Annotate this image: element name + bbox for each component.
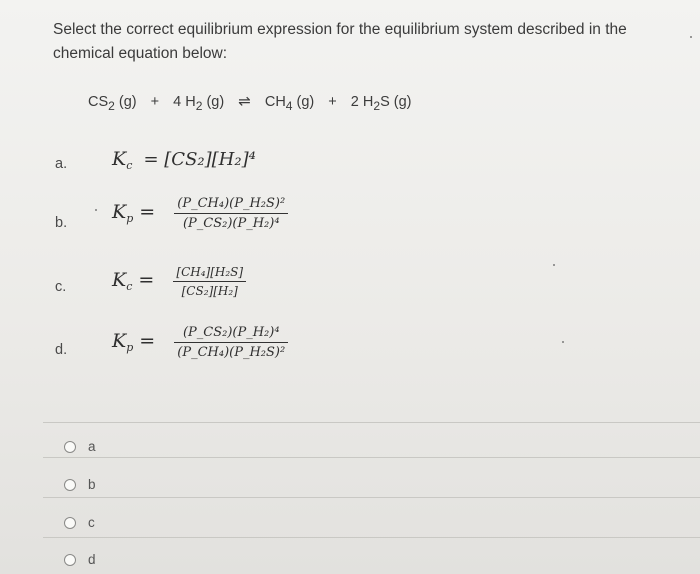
- speck: [95, 209, 97, 211]
- divider: [43, 537, 700, 538]
- reactant-cs2: $CS_2$ (g): [88, 94, 137, 113]
- choice-c-expression: $K_c$ = $\frac{\text{[CH₄][H₂S]}}{\text{[CS₂][H₂]}}$: [112, 265, 246, 298]
- choice-c-fraction: $\frac{\text{[CH₄][H₂S]}}{\text{[CS₂][H₂]}}$: [173, 265, 246, 298]
- option-c-label: c: [88, 515, 95, 530]
- reactant-h2: 4 $H_2$ (g): [173, 94, 225, 113]
- product-h2s: 2 $H_2S$ (g): [350, 94, 412, 113]
- equilibrium-arrow: ⇌: [238, 93, 251, 110]
- divider: [43, 497, 700, 498]
- option-b[interactable]: [64, 477, 96, 492]
- plus-sign: +: [150, 94, 160, 110]
- option-b-label: b: [88, 477, 96, 492]
- speck: [690, 36, 692, 38]
- product-ch4: $CH_4$ (g): [264, 94, 315, 113]
- choice-d-expression: $K_p$ = $\frac{\text{(P\_CS₂)(P\_H₂)⁴}}{\text{(P\_CH₄)(P\_H₂S)²}}$: [112, 325, 288, 360]
- radio-a[interactable]: [64, 441, 76, 453]
- question-prompt: Select the correct equilibrium expression for the equilibrium system described in the chemical equation below:: [53, 21, 627, 62]
- choice-b-label: b.: [55, 215, 68, 231]
- choice-b-fraction: $\frac{\text{(P\_CH₄)(P\_H₂S)²}}{\text{(P\_CS₂)(P\_H₂)⁴}}$: [174, 196, 288, 231]
- choice-d-label: d.: [55, 342, 68, 358]
- radio-d[interactable]: [64, 554, 76, 566]
- chemical-equation: [88, 92, 412, 113]
- divider: [43, 457, 700, 458]
- option-a-label: a: [88, 439, 96, 454]
- option-c[interactable]: [64, 515, 95, 530]
- option-a[interactable]: [64, 439, 96, 454]
- choice-a-label: a.: [55, 156, 68, 172]
- plus-sign: +: [328, 94, 337, 110]
- option-d[interactable]: [64, 552, 96, 567]
- speck: [562, 341, 564, 343]
- choice-d-fraction: $\frac{\text{(P\_CS₂)(P\_H₂)⁴}}{\text{(P\_CH₄)(P\_H₂S)²}}$: [174, 325, 288, 360]
- choice-b-expression: $K_p$ = $\frac{\text{(P\_CH₄)(P\_H₂S)²}}{\text{(P\_CS₂)(P\_H₂)⁴}}$: [112, 196, 288, 231]
- divider: [43, 422, 700, 423]
- choice-a-expression: $K_c = [CS_2][H_2]^4$: [112, 148, 256, 172]
- speck: [553, 264, 555, 266]
- radio-b[interactable]: [64, 479, 76, 491]
- choice-c-label: c.: [55, 279, 67, 295]
- radio-c[interactable]: [64, 517, 76, 529]
- option-d-label: d: [88, 552, 96, 567]
